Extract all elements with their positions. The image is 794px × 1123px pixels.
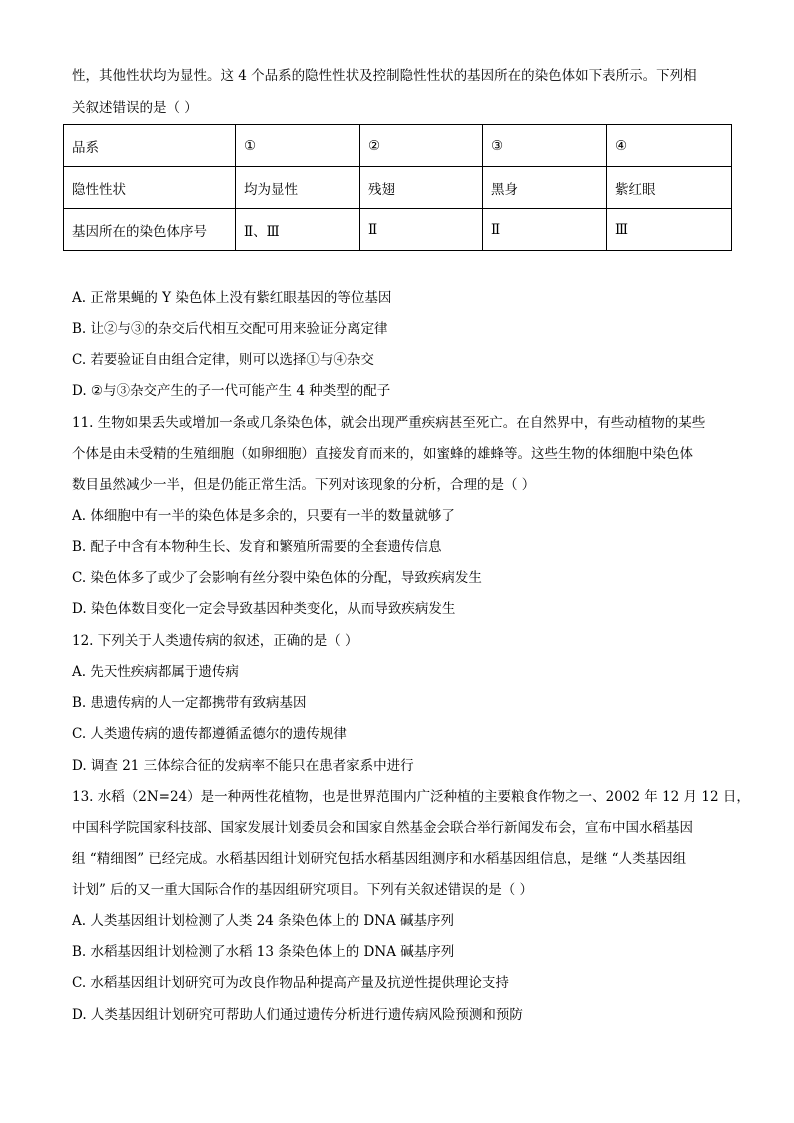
q12-option-a: A. 先天性疾病都属于遗传病 [72,664,239,680]
q13-stem-line-1: 13. 水稻（2N=24）是一种两性花植物，也是世界范围内广泛种植的主要粮食作物之一、2002 年 12 月 12 日， [72,789,750,805]
table-row [64,125,732,167]
q12-option-d: D. 调查 21 三体综合征的发病率不能只在患者家系中进行 [72,758,414,774]
q13-option-b: B. 水稻基因组计划检测了水稻 13 条染色体上的 DNA 碱基序列 [72,944,455,960]
table-cell: ④ [607,125,732,167]
table-cell: ② [360,125,483,167]
q11-option-d: D. 染色体数目变化一定会导致基因种类变化，从而导致疾病发生 [72,601,456,617]
q12-option-b: B. 患遗传病的人一定都携带有致病基因 [72,695,307,711]
q13-option-d: D. 人类基因组计划研究可帮助人们通过遗传分析进行遗传病风险预测和预防 [72,1007,523,1023]
table-cell: 紫红眼 [607,167,732,209]
q12-stem: 12. 下列关于人类遗传病的叙述，正确的是（ ） [72,633,359,649]
table-cell: 品系 [64,125,236,167]
q13-stem-line-3: 组 “精细图” 已经完成。水稻基因组计划研究包括水稻基因组测序和水稻基因组信息，是继 “人类基因组 [72,851,687,867]
q13-option-c: C. 水稻基因组计划研究可为改良作物品种提高产量及抗逆性提供理论支持 [72,975,509,991]
table-cell: Ⅱ [483,209,607,251]
table-row [64,209,732,251]
q11-stem-line-1: 11. 生物如果丢失或增加一条或几条染色体，就会出现严重疾病甚至死亡。在自然界中，有些动植物的某些 [72,415,706,431]
table-cell: ③ [483,125,607,167]
table-cell: ① [236,125,360,167]
table-row [64,167,732,209]
q13-stem-line-4: 计划” 后的又一重大国际合作的基因组研究项目。下列有关叙述错误的是（ ） [72,882,533,898]
q13-option-a: A. 人类基因组计划检测了人类 24 条染色体上的 DNA 碱基序列 [72,913,455,929]
table-cell: 残翅 [360,167,483,209]
table-cell: 基因所在的染色体序号 [64,209,236,251]
table-cell: 均为显性 [236,167,360,209]
table-cell: 黑身 [483,167,607,209]
q12-option-c: C. 人类遗传病的遗传都遵循孟德尔的遗传规律 [72,726,347,742]
intro-line-1: 性，其他性状均为显性。这 4 个品系的隐性性状及控制隐性性状的基因所在的染色体如下表所示。下列相 [72,68,697,84]
q11-option-b: B. 配子中含有本物种生长、发育和繁殖所需要的全套遗传信息 [72,539,442,555]
table-cell: Ⅱ、Ⅲ [236,209,360,251]
q11-option-c: C. 染色体多了或少了会影响有丝分裂中染色体的分配，导致疾病发生 [72,570,482,586]
q10-option-c: C. 若要验证自由组合定律，则可以选择①与④杂交 [72,352,374,368]
q10-option-d: D. ②与③杂交产生的子一代可能产生 4 种类型的配子 [72,383,391,399]
intro-line-2: 关叙述错误的是（ ） [72,100,198,116]
table-cell: Ⅱ [360,209,483,251]
strain-gene-table [63,124,732,251]
q13-stem-line-2: 中国科学院国家科技部、国家发展计划委员会和国家自然基金会联合举行新闻发布会，宣布中国水稻基因 [72,820,693,836]
q11-stem-line-3: 数目虽然减少一半，但是仍能正常生活。下列对该现象的分析，合理的是（ ） [72,477,536,493]
q11-stem-line-2: 个体是由未受精的生殖细胞（如卵细胞）直接发育而来的，如蜜蜂的雄蜂等。这些生物的体细胞中染色体 [72,446,693,462]
q10-option-a: A. 正常果蝇的 Y 染色体上没有紫红眼基因的等位基因 [72,290,392,306]
table-cell: 隐性性状 [64,167,236,209]
q11-option-a: A. 体细胞中有一半的染色体是多余的，只要有一半的数量就够了 [72,508,455,524]
q10-option-b: B. 让②与③的杂交后代相互交配可用来验证分离定律 [72,321,388,337]
table-cell: Ⅲ [607,209,732,251]
